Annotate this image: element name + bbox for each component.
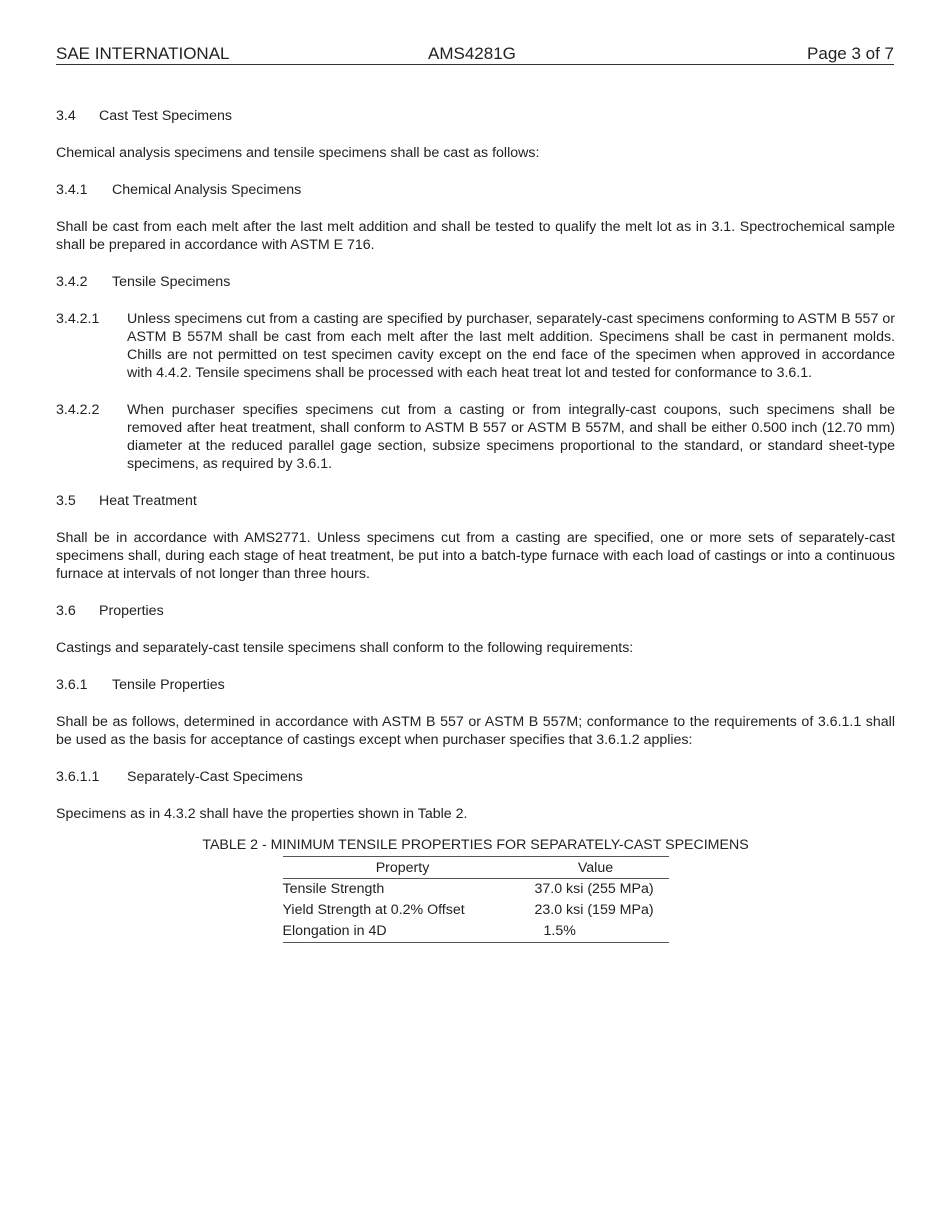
table-row bbox=[283, 921, 669, 943]
page-header bbox=[56, 44, 894, 65]
section-text-3-6-1-1: Specimens as in 4.3.2 shall have the properties shown in Table 2. bbox=[56, 806, 468, 822]
section-heading-3-4 bbox=[56, 107, 895, 125]
section-text-3-6-1: Shall be as follows, determined in accordance with ASTM B 557 or ASTM B 557M; conformance to the requirements of 3.6.1.1 shall be used as the basis for acceptance of castings except when purchaser specifies that 3.6.1.2 applies: bbox=[56, 714, 895, 748]
table-caption: TABLE 2 - MINIMUM TENSILE PROPERTIES FOR SEPARATELY-CAST SPECIMENS bbox=[202, 837, 749, 853]
section-number: 3.6 bbox=[56, 603, 76, 619]
header-org: SAE INTERNATIONAL bbox=[56, 44, 230, 63]
section-heading-3-4-2 bbox=[56, 273, 895, 291]
section-title: Tensile Properties bbox=[112, 677, 225, 693]
section-title: Heat Treatment bbox=[99, 493, 197, 509]
section-heading-3-6 bbox=[56, 602, 895, 620]
section-title: Separately-Cast Specimens bbox=[127, 769, 303, 785]
header-page-number: Page 3 of 7 bbox=[807, 44, 894, 63]
subsection-3-4-2-1 bbox=[56, 310, 895, 382]
section-text-3-4-1: Shall be cast from each melt after the last melt addition and shall be tested to qualify the melt lot as in 3.1. Spectrochemical sample shall be prepared in accordance with ASTM E 716. bbox=[56, 219, 895, 253]
section-number: 3.6.1 bbox=[56, 677, 88, 693]
section-text-3-6: Castings and separately-cast tensile specimens shall conform to the following requirements: bbox=[56, 640, 634, 656]
header-doc-number: AMS4281G bbox=[428, 44, 516, 63]
section-text: When purchaser specifies specimens cut from a casting or from integrally-cast coupons, such specimens shall be removed after heat treatment, shall conform to ASTM B 557 or ASTM B 557M, and shall be either 0.500 inch (12.70 mm) diameter at the reduced parallel gage section, subsize specimens proportional to the standard, or standard sheet-type specimens, as required by 3.6.1. bbox=[127, 402, 895, 472]
section-heading-3-4-1 bbox=[56, 181, 895, 199]
property-cell: Yield Strength at 0.2% Offset bbox=[282, 902, 465, 918]
section-heading-3-5 bbox=[56, 492, 895, 510]
tensile-properties-table bbox=[283, 856, 669, 943]
section-heading-3-6-1 bbox=[56, 676, 895, 694]
table-row bbox=[283, 900, 669, 921]
section-title: Cast Test Specimens bbox=[99, 108, 232, 124]
section-title: Tensile Specimens bbox=[112, 274, 231, 290]
column-header-property: Property bbox=[283, 857, 523, 879]
property-cell: Elongation in 4D bbox=[283, 921, 523, 943]
section-number: 3.5 bbox=[56, 493, 76, 509]
section-number: 3.4.2.1 bbox=[56, 311, 100, 327]
section-title: Properties bbox=[99, 603, 164, 619]
section-number: 3.4.2.2 bbox=[56, 402, 100, 418]
section-heading-3-6-1-1 bbox=[56, 768, 895, 786]
section-number: 3.6.1.1 bbox=[56, 769, 100, 785]
subsection-3-4-2-2 bbox=[56, 401, 895, 473]
property-cell: Tensile Strength bbox=[282, 881, 385, 897]
column-header-value: Value bbox=[523, 857, 669, 879]
section-text-3-5: Shall be in accordance with AMS2771. Unless specimens cut from a casting are specified, one or more sets of separately-cast specimens shall, during each stage of heat treatment, be put into a batch-type furnace with each load of castings or into a continuous furnace at intervals of not longer than three hours. bbox=[56, 530, 895, 582]
section-number: 3.4.1 bbox=[56, 182, 88, 198]
section-number: 3.4 bbox=[56, 108, 76, 124]
table-row bbox=[283, 879, 669, 901]
section-title: Chemical Analysis Specimens bbox=[112, 182, 302, 198]
section-text-3-4: Chemical analysis specimens and tensile specimens shall be cast as follows: bbox=[56, 145, 540, 161]
section-number: 3.4.2 bbox=[56, 274, 88, 290]
value-cell: 23.0 ksi (159 MPa) bbox=[534, 902, 654, 918]
table-header-row bbox=[283, 857, 669, 879]
document-body bbox=[56, 107, 895, 943]
section-text: Unless specimens cut from a casting are specified by purchaser, separately-cast specimens conforming to ASTM B 557 or ASTM B 557M shall be cast from each melt after the last melt addition. Specimens shall be cast in permanent molds. Chills are not permitted on test specimen cavity except on the end face of the specimen when approved in accordance with 4.4.2. Tensile specimens shall be processed with each heat treat lot and tested for conformance to 3.6.1. bbox=[127, 311, 895, 381]
value-cell: 1.5% bbox=[523, 921, 669, 943]
value-cell: 37.0 ksi (255 MPa) bbox=[534, 881, 654, 897]
